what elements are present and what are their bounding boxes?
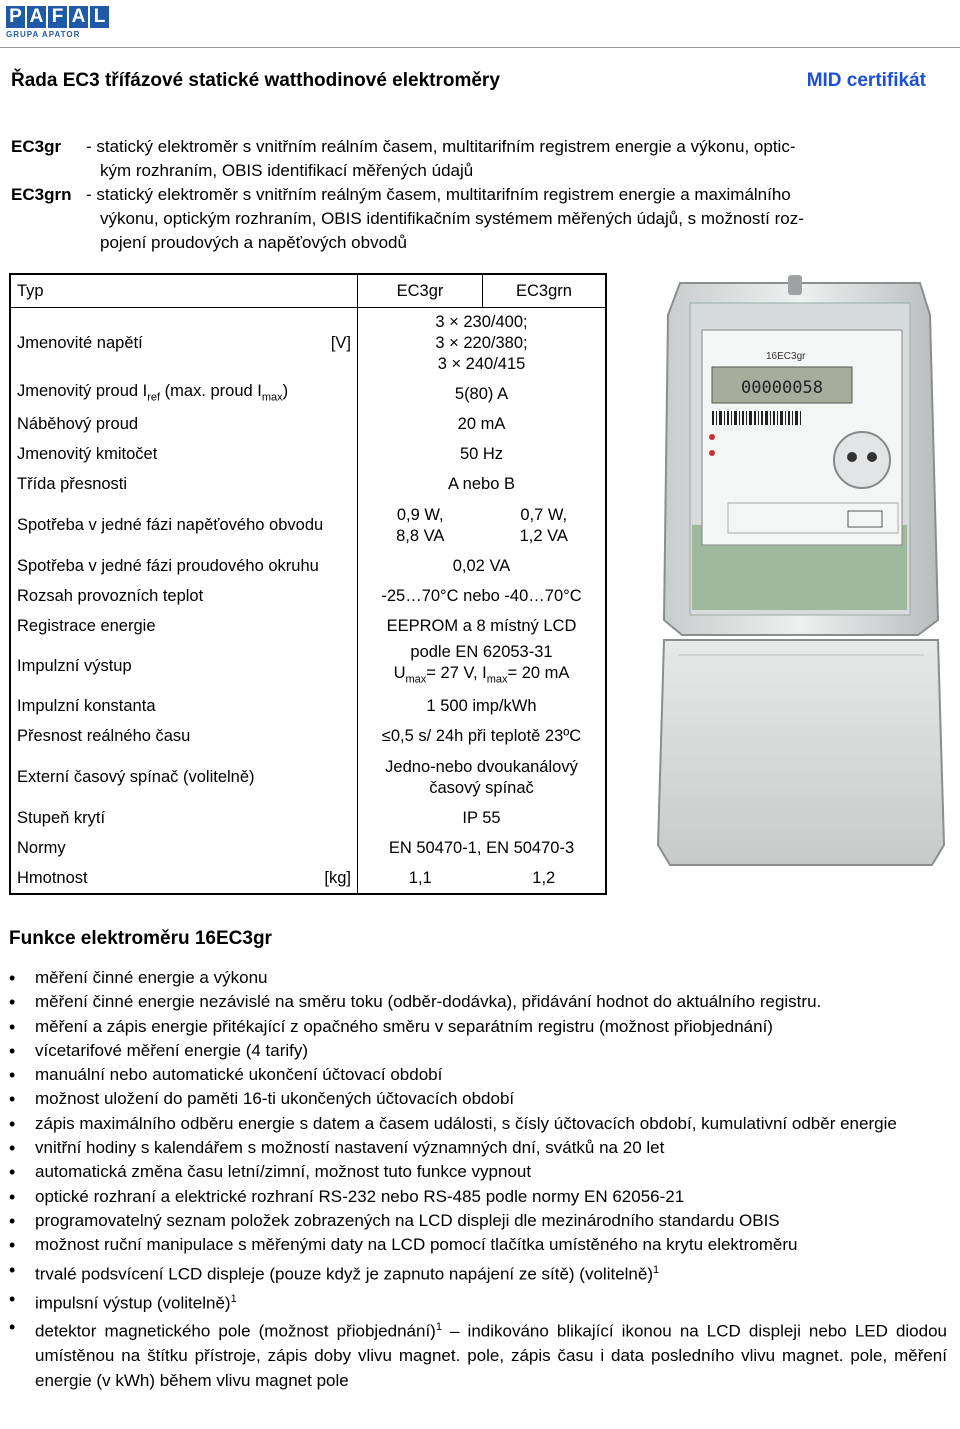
row-label: Rozsah provozních teplot	[10, 582, 358, 612]
logo-letter: L	[90, 6, 109, 28]
mid-certificate-badge: MID certifikát	[806, 70, 926, 91]
list-item: • detektor magnetického pole (možnost přiobjednání)$^1$ – indikováno blikající ikonou na LCD displeji nebo LED diodou umístěnou na štítku přístroje, zápis doby vlivu magnet. pole, zápis času i data posledního vlivu magnet. pole, měření energie (v kWh) během vlivu magnet pole	[9, 1315, 947, 1393]
table-row	[10, 642, 606, 692]
logo-subtitle: GRUPA APATOR	[6, 30, 81, 39]
logo-letter: A	[69, 6, 88, 28]
list-item: • manuální nebo automatické ukončení účtovací období	[9, 1063, 947, 1087]
model-name: EC3gr	[11, 137, 62, 156]
footnote-mark: 1	[435, 1321, 442, 1334]
row-label: Registrace energie	[10, 612, 358, 642]
list-item: • měření činné energie nezávislé na směru toku (odběr-dodávka), přidávání hodnot do aktuálního registru.	[9, 990, 947, 1014]
description-text: pojení proudových a napěťových obvodů	[100, 233, 407, 252]
table-row	[10, 470, 606, 500]
table-row	[10, 380, 606, 410]
row-label: Impulzní konstanta	[10, 692, 358, 722]
row-value: 50 Hz	[459, 445, 504, 463]
meter-display-value: 00000058	[741, 378, 823, 398]
page-title: Řada EC3 třífázové statické watthodinové elektroměry	[11, 70, 500, 91]
footnote-mark: 1	[653, 1263, 660, 1276]
row-value: 1,2	[532, 868, 556, 887]
row-label: Jmenovitý kmitočet	[10, 440, 358, 470]
row-value: EEPROM a 8 místný LCD	[386, 617, 577, 635]
table-row	[10, 722, 606, 752]
row-value: 3 × 230/400;	[435, 313, 528, 332]
row-value: 0,9 W,	[396, 505, 444, 524]
description-text: výkonu, optickým rozhraním, OBIS identifikačním systémem měřených údajů, s možností roz-	[100, 209, 804, 228]
list-item: • automatická změna času letní/zimní, možnost tuto funkce vypnout	[9, 1160, 947, 1184]
table-header-row	[10, 274, 606, 308]
row-label: Impulzní výstup	[10, 642, 358, 692]
row-value: 20 mA	[457, 415, 506, 433]
row-value: 0,7 W,	[520, 505, 568, 524]
row-label: Normy	[10, 834, 358, 864]
row-value: ≤0,5 s/ 24h při teplotě 23ºC	[381, 727, 582, 745]
logo-letters	[6, 6, 112, 28]
functions-heading: Funkce elektroměru 16EC3gr	[9, 928, 272, 949]
row-value: časový spínač	[429, 778, 534, 797]
row-value: 8,8 VA	[396, 526, 445, 545]
row-unit: [V]	[330, 334, 351, 353]
table-row	[10, 308, 606, 380]
row-value: 0,02 VA	[452, 557, 511, 575]
row-value: $U_{max}= 27$ V, $I_{max}= 20$ mA	[393, 664, 570, 686]
model-name: EC3grn	[11, 185, 72, 204]
row-value: A nebo B	[448, 475, 515, 493]
description-ec3grn	[11, 183, 804, 255]
list-item: • impulsní výstup (volitelně)$^1$	[9, 1287, 947, 1316]
list-item: • vnitřní hodiny s kalendářem s možností nastavení významných dní, svátků na 20 let	[9, 1136, 947, 1160]
description-text: kým rozhraním, OBIS identifikací měřených údajů	[100, 161, 474, 180]
table-row	[10, 552, 606, 582]
table-row	[10, 752, 606, 804]
table-row	[10, 834, 606, 864]
row-value: IP 55	[462, 809, 501, 827]
description-text: - statický elektroměr s vnitřním reálním časem, multitarifním registrem energie a výkonu, optic-	[86, 137, 796, 156]
footnote-mark: 1	[230, 1292, 237, 1305]
row-value: -25…70°C nebo -40…70°C	[381, 587, 582, 605]
list-item: • trvalé podsvícení LCD displeje (pouze když je zapnuto napájení ze sítě) (volitelně)$^1$	[9, 1258, 947, 1287]
row-value: EN 50470-1, EN 50470-3	[388, 839, 575, 857]
row-unit: [kg]	[324, 868, 351, 887]
table-row	[10, 582, 606, 612]
description-ec3gr	[11, 135, 796, 183]
row-value: 1,1	[408, 868, 432, 887]
row-label: Hmotnost	[17, 868, 88, 887]
logo-letter: P	[6, 6, 25, 28]
header-ec3gr: EC3gr	[358, 274, 483, 308]
table-row	[10, 612, 606, 642]
table-row	[10, 864, 606, 894]
header-divider	[0, 47, 960, 48]
list-item: • zápis maximálního odběru energie s datem a časem události, s čísly účtovacích období, kumulativní odběr energie	[9, 1112, 947, 1136]
header-type: Typ	[10, 274, 358, 308]
row-label: Stupeň krytí	[10, 804, 358, 834]
row-value: 3 × 220/380;	[435, 334, 528, 353]
meter-model-label: 16EC3gr	[766, 351, 806, 362]
row-value: Jedno-nebo dvoukanálový	[385, 757, 578, 776]
list-item: • měření a zápis energie přitékající z opačného směru v separátním registru (možnost přiobjednání)	[9, 1015, 947, 1039]
row-label: Externí časový spínač (volitelně)	[10, 752, 358, 804]
functions-list	[9, 966, 947, 1393]
row-value: 1,2 VA	[519, 526, 568, 545]
table-row	[10, 804, 606, 834]
specification-table	[9, 273, 607, 895]
list-item: • možnost uložení do paměti 16-ti ukončených účtovacích období	[9, 1087, 947, 1111]
electricity-meter-photo	[648, 275, 953, 870]
row-label: Jmenovité napětí	[17, 334, 143, 353]
row-label: Třída přesnosti	[10, 470, 358, 500]
logo-letter: A	[27, 6, 46, 28]
list-item: • programovatelný seznam položek zobrazených na LCD displeji dle mezinárodního standardu OBIS	[9, 1209, 947, 1233]
pafal-logo	[6, 6, 112, 42]
row-label: Jmenovitý proud $I_{ref}$ (max. proud $I_{max}$)	[17, 381, 289, 404]
row-value: 1 500 imp/kWh	[426, 697, 537, 715]
table-row	[10, 410, 606, 440]
list-item: • měření činné energie a výkonu	[9, 966, 947, 990]
table-row	[10, 692, 606, 722]
row-value: 3 × 240/415	[437, 355, 526, 374]
description-text: - statický elektroměr s vnitřním reálným časem, multitarifním registrem energie a maximálního	[86, 185, 791, 204]
row-value: 5(80) A	[454, 385, 509, 403]
row-label: Spotřeba v jedné fázi napěťového obvodu	[10, 500, 358, 552]
header-ec3grn: EC3grn	[483, 274, 607, 308]
row-label: Náběhový proud	[10, 410, 358, 440]
table-row	[10, 500, 606, 552]
list-item: • optické rozhraní a elektrické rozhraní RS-232 nebo RS-485 podle normy EN 62056-21	[9, 1185, 947, 1209]
logo-letter: F	[48, 6, 67, 28]
list-item: • možnost ruční manipulace s měřenými daty na LCD pomocí tlačítka umístěného na krytu elektroměru	[9, 1233, 947, 1257]
table-row	[10, 440, 606, 470]
row-label: Spotřeba v jedné fázi proudového okruhu	[10, 552, 358, 582]
row-label: Přesnost reálného času	[10, 722, 358, 752]
row-value: podle EN 62053-31	[410, 643, 553, 662]
list-item: • vícetarifové měření energie (4 tarify)	[9, 1039, 947, 1063]
